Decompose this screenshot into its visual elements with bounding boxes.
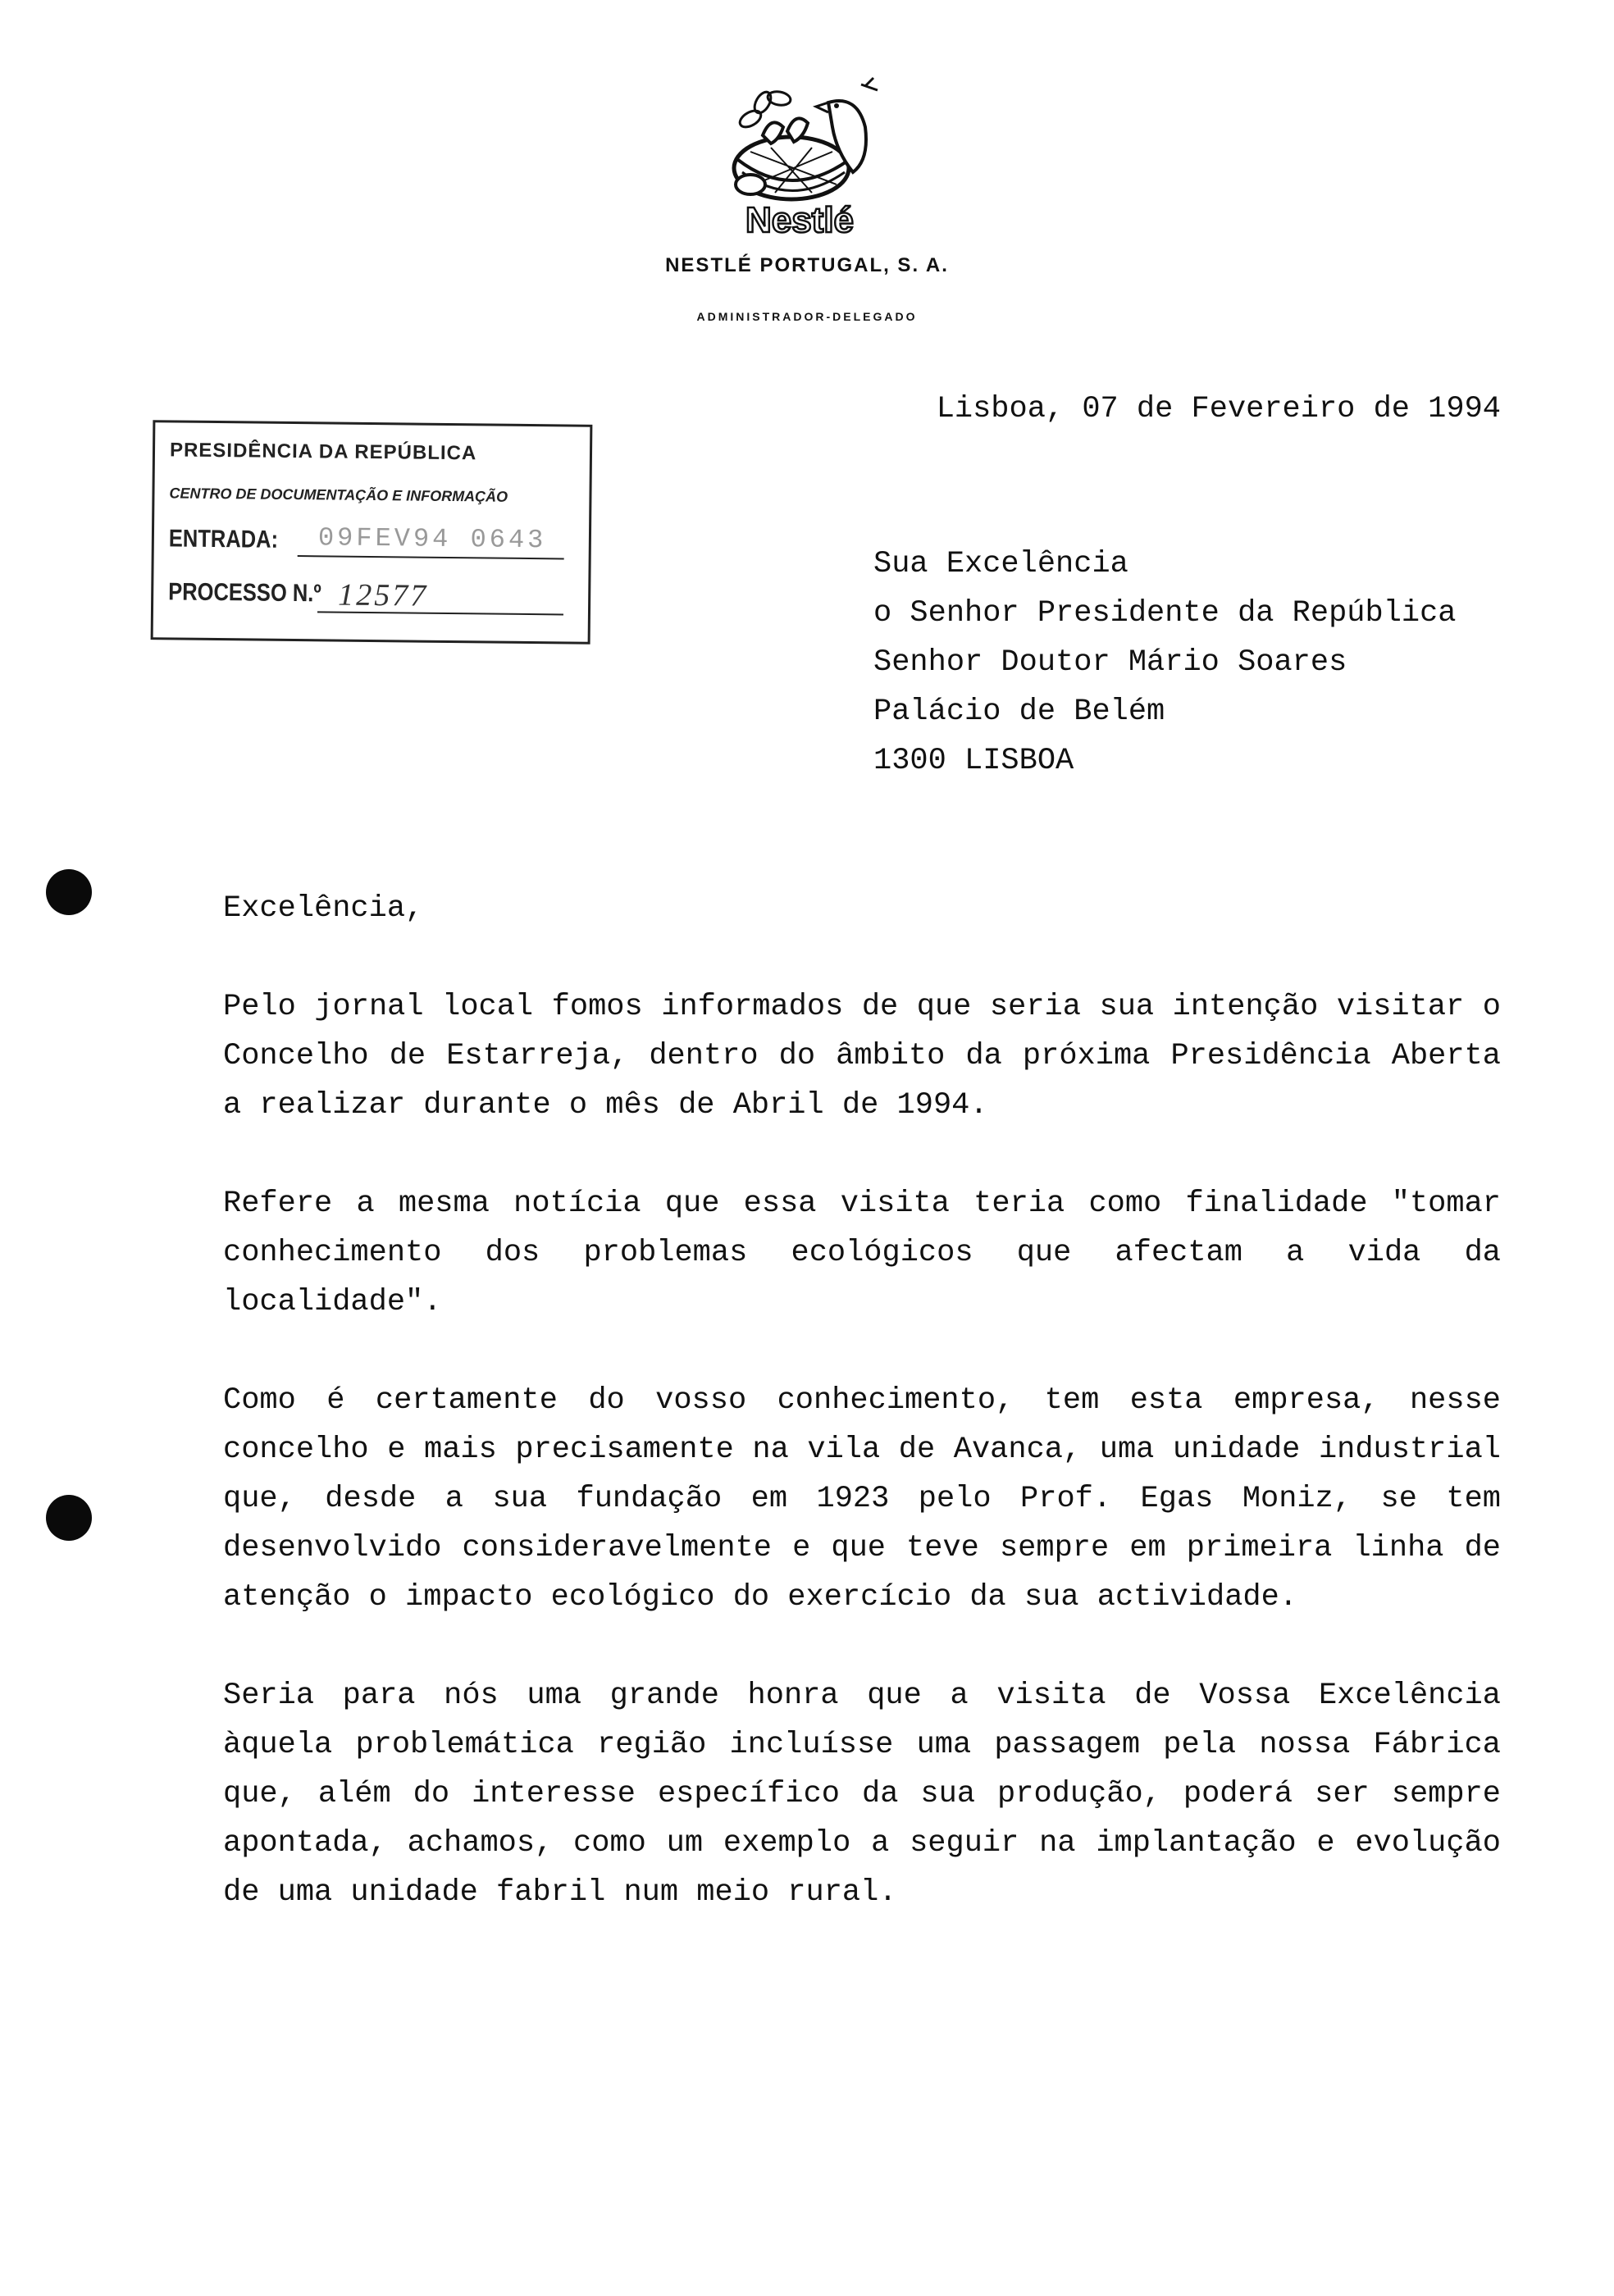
salutation: Excelência, (223, 891, 424, 926)
recipient-line: Sua Excelência (873, 547, 1128, 581)
stamp-entrada-underline (298, 555, 564, 559)
nestle-logo (714, 70, 886, 242)
punch-hole (46, 1495, 92, 1541)
stamp-title: PRESIDÊNCIA DA REPÚBLICA (169, 439, 477, 465)
svg-text:Nestlé: Nestlé (745, 200, 855, 240)
body-paragraph: Pelo jornal local fomos informados de que seria sua intenção visitar o Concelho de Estarreja, dentro do âmbito da próxima Presidência Aberta a realizar durante o mês de Abril de 1994. (223, 990, 1501, 1123)
stamp-processo-value: 12577 (337, 577, 429, 613)
recipient-line: 1300 LISBOA (873, 744, 1074, 778)
company-role: ADMINISTRADOR-DELEGADO (696, 310, 918, 323)
recipient-line: o Senhor Presidente da República (873, 596, 1457, 631)
stamp-subtitle: CENTRO DE DOCUMENTAÇÃO E INFORMAÇÃO (169, 485, 508, 505)
body-paragraph: Refere a mesma notícia que essa visita teria como finalidade "tomar conhecimento dos problemas ecológicos que afectam a vida da localidade". (223, 1187, 1501, 1319)
reception-stamp (151, 420, 593, 645)
recipient-address (873, 540, 1457, 786)
body-paragraph: Como é certamente do vosso conhecimento, tem esta empresa, nesse concelho e mais precisamente na vila de Avanca, uma unidade industrial que, desde a sua fundação em 1923 pelo Prof. Egas Moniz, se tem desenvolvido consideravelmente e que teve sempre em primeira linha de atenção o impacto ecológico do exercício da sua actividade. (223, 1383, 1501, 1615)
letter-body (223, 884, 1501, 1966)
punch-hole (46, 869, 92, 915)
recipient-line: Palácio de Belém (873, 695, 1165, 729)
stamp-processo-label: PROCESSO N.º (168, 578, 321, 608)
stamp-entrada-value: 09FEV94 0643 (317, 522, 547, 556)
recipient-line: Senhor Doutor Mário Soares (873, 645, 1347, 680)
company-name: NESTLÉ PORTUGAL, S. A. (665, 254, 949, 276)
stamp-processo-underline (317, 611, 563, 615)
stamp-entrada-label: ENTRADA: (168, 525, 279, 554)
body-paragraph: Seria para nós uma grande honra que a visita de Vossa Excelência àquela problemática região incluísse uma passagem pela nossa Fábrica que, além do interesse específico da sua produção, poderá ser sempre apontada, achamos, como um exemplo a seguir na implantação e evolução de uma unidade fabril num meio rural. (223, 1679, 1501, 1910)
date-line: Lisboa, 07 de Fevereiro de 1994 (936, 392, 1501, 426)
